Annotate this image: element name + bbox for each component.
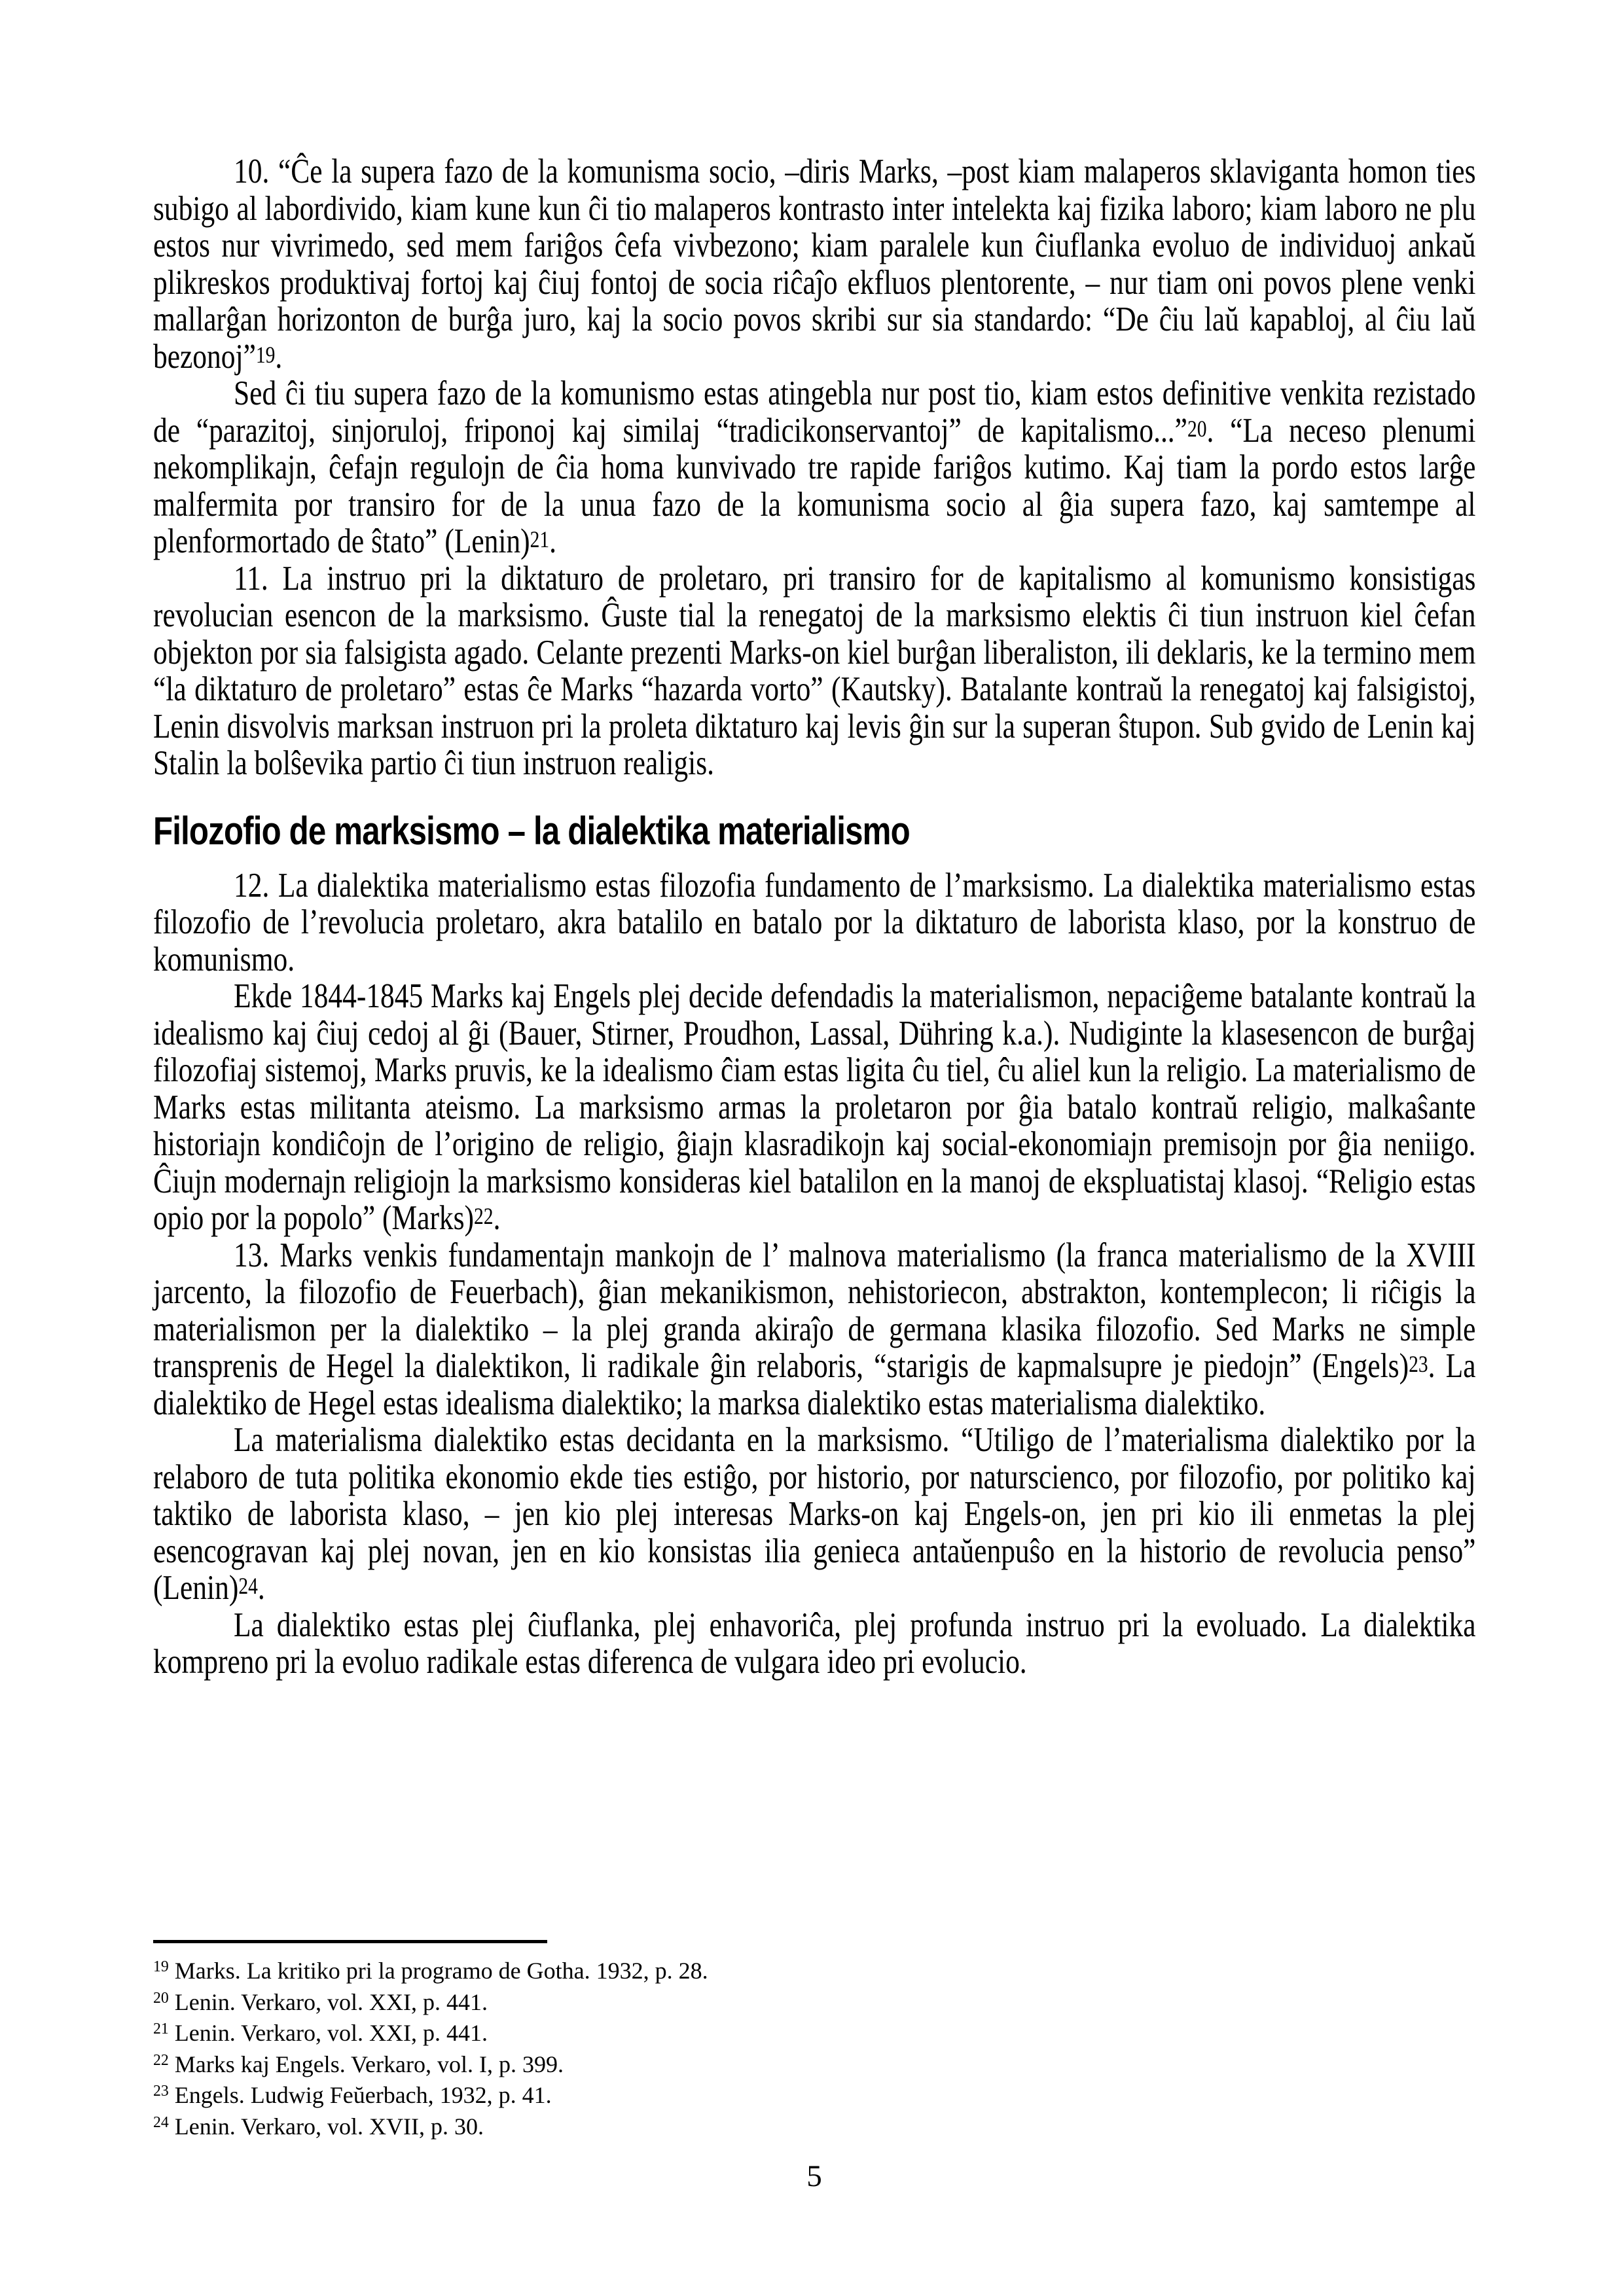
footnote-text: Lenin. Verkaro, vol. XVII, p. 30. xyxy=(174,2113,484,2140)
footnote-text: Marks kaj Engels. Verkaro, vol. I, p. 399. xyxy=(174,2051,564,2077)
paragraph: 10. “Ĉe la supera fazo de la komunisma socio, –diris Marks, –post kiam malaperos sklaviganta homon ties subigo al labordivido, kiam kune kun ĉi tio malaperos kontrasto inter intelekta kaj fizika laboro; kiam laboro ne plu estos nur vivrimedo, sed mem fariĝos ĉefa vivbezono; kiam paralele kun ĉiuflanka evoluo de individuoj ankaŭ plikreskos produktivaj fortoj kaj ĉiuj fontoj de socia riĉaĵo ekfluos plentorente, – nur tiam oni povos plene venki mallarĝan horizonton de burĝa juro, kaj la socio povos skribi sur sia standardo: “De ĉiu laŭ kapabloj, al ĉiu laŭ bezonoj”19. xyxy=(153,152,1476,376)
footnote-number: 22 xyxy=(153,2051,169,2069)
footnote xyxy=(153,1956,1475,1987)
paragraph: 13. Marks venkis fundamentajn mankojn de l’ malnova materialismo (la franca materialismo de la XVIII jarcento, la filozofio de Feuerbach), ĝian mekanikismon, nehistoriecon, abstrakton, kontemplecon; li riĉigis la materialismon per la dialektiko – la plej granda akiraĵo de germana klasika filozofio. Sed Marks ne simple transprenis de Hegel la dialektikon, li radikale ĝin relaboris, “starigis de kapmalsupre je piedojn” (Engels)23. La dialektiko de Hegel estas idealisma dialektiko; la marksa dialektiko estas materialisma dialektiko. xyxy=(153,1236,1476,1422)
footnote-ref: 24 xyxy=(238,1573,258,1600)
footnote xyxy=(153,2049,1475,2081)
footnote-ref: 21 xyxy=(530,526,550,553)
paragraph: Ekde 1844-1845 Marks kaj Engels plej decide defendadis la materialismon, nepaciĝeme batalante kontraŭ la idealismo kaj ĉiuj cedoj al ĝi (Bauer, Stirner, Proudhon, Lassal, Dühring k.a.). Nudiginte la klasesencon de burĝaj filozofiaj sistemoj, Marks pruvis, ke la idealismo ĉiam estas ligita ĉu tiel, ĉu aliel kun la religio. La materialismo de Marks estas militanta ateismo. La marksismo armas la proletaron por ĝia batalo kontraŭ religio, malkaŝante historiajn kondiĉojn de l’origino de religio, ĝiajn klasradikojn kaj social-ekonomiajn premisojn por ĝia neniigo. Ĉiujn modernajn religiojn la marksismo konsideras kiel batalilon en la manoj de ekspluatistaj klasoj. “Religio estas opio por la popolo” (Marks)22. xyxy=(153,977,1476,1237)
footnotes xyxy=(153,1956,1475,2142)
footnote-number: 23 xyxy=(153,2083,169,2100)
footnote-number: 21 xyxy=(153,2020,169,2038)
paragraph: La materialisma dialektiko estas decidanta en la marksismo. “Utiligo de l’materialisma dialektiko por la relaboro de tuta politika ekonomio ekde ties estiĝo, por historio, por naturscienco, por filozofio, por politiko kaj taktiko de laborista klaso, – jen kio plej interesas Marks-on kaj Engels-on, jen pri kio ili enmetas la plej esencogravan kaj plej novan, jen en kio konsistas ilia genieca antaŭenpuŝo en la historio de revolucia penso” (Lenin)24. xyxy=(153,1421,1476,1607)
paragraph: Sed ĉi tiu supera fazo de la komunismo estas atingebla nur post tio, kiam estos definitive venkita rezistado de “parazitoj, sinjoruloj, friponoj kaj similaj “tradicikonservantoj” de kapitalismo...”20. “La neceso plenumi nekomplikajn, ĉefajn regulojn de ĉia homa kunvivado tre rapide fariĝos kutimo. Kaj tiam la pordo estos larĝe malfermita por transiro for de la unua fazo de la komunisma socio al ĝia supera fazo, kaj samtempe al plenformortado de ŝtato” (Lenin)21. xyxy=(153,374,1476,560)
footnote-ref: 23 xyxy=(1409,1351,1428,1378)
footnote-text: Marks. La kritiko pri la programo de Gotha. 1932, p. 28. xyxy=(174,1958,708,1984)
footnote xyxy=(153,1987,1475,2018)
footnote-ref: 22 xyxy=(474,1203,494,1230)
paragraph: 12. La dialektika materialismo estas filozofia fundamento de l’marksismo. La dialektika materialismo estas filozofio de l’revolucia proletaro, akra batalilo en batalo por la diktaturo de laborista klaso, por la konstruo de komunismo. xyxy=(153,866,1476,978)
paragraph: La dialektiko estas plej ĉiuflanka, plej enhavoriĉa, plej profunda instruo pri la evoluado. La dialektika kompreno pri la evoluo radikale estas diferenca de vulgara ideo pri evolucio. xyxy=(153,1605,1476,1681)
footnote-separator xyxy=(153,1940,547,1943)
page-number: 5 xyxy=(806,2159,822,2193)
footnote xyxy=(153,2080,1475,2111)
footnote-text: Lenin. Verkaro, vol. XXI, p. 441. xyxy=(174,1988,488,2015)
paragraph: 11. La instruo pri la diktaturo de proletaro, pri transiro for de kapitalismo al komunismo konsistigas revolucian esencon de la marksismo. Ĝuste tial la renegatoj de la marksismo elektis ĉi tiun instruon kiel ĉefan objekton por sia falsigista agado. Celante prezenti Marks-on kiel burĝan liberaliston, ili deklaris, ke la termino mem “la diktaturo de proletaro” estas ĉe Marks “hazarda vorto” (Kautsky). Batalante kontraŭ la renegatoj kaj falsigistoj, Lenin disvolvis marksan instruon pri la proleta diktaturo kaj levis ĝin sur la superan ŝtupon. Sub gvido de Lenin kaj Stalin la bolŝevika partio ĉi tiun instruon realigis. xyxy=(153,559,1476,782)
footnote-ref: 19 xyxy=(255,341,276,368)
footnote-text: Engels. Ludwig Feŭerbach, 1932, p. 41. xyxy=(174,2082,552,2108)
footnote-number: 20 xyxy=(153,1989,169,2007)
footnote-number: 24 xyxy=(153,2113,169,2131)
footnote xyxy=(153,2111,1475,2143)
footnote-ref: 20 xyxy=(1187,415,1207,442)
footnote-text: Lenin. Verkaro, vol. XXI, p. 441. xyxy=(174,2020,488,2046)
footnote xyxy=(153,2018,1475,2049)
section-heading: Filozofio de marksismo – la dialektika materialismo xyxy=(153,808,910,853)
footnote-number: 19 xyxy=(153,1958,169,1976)
body-text xyxy=(153,153,1475,1681)
